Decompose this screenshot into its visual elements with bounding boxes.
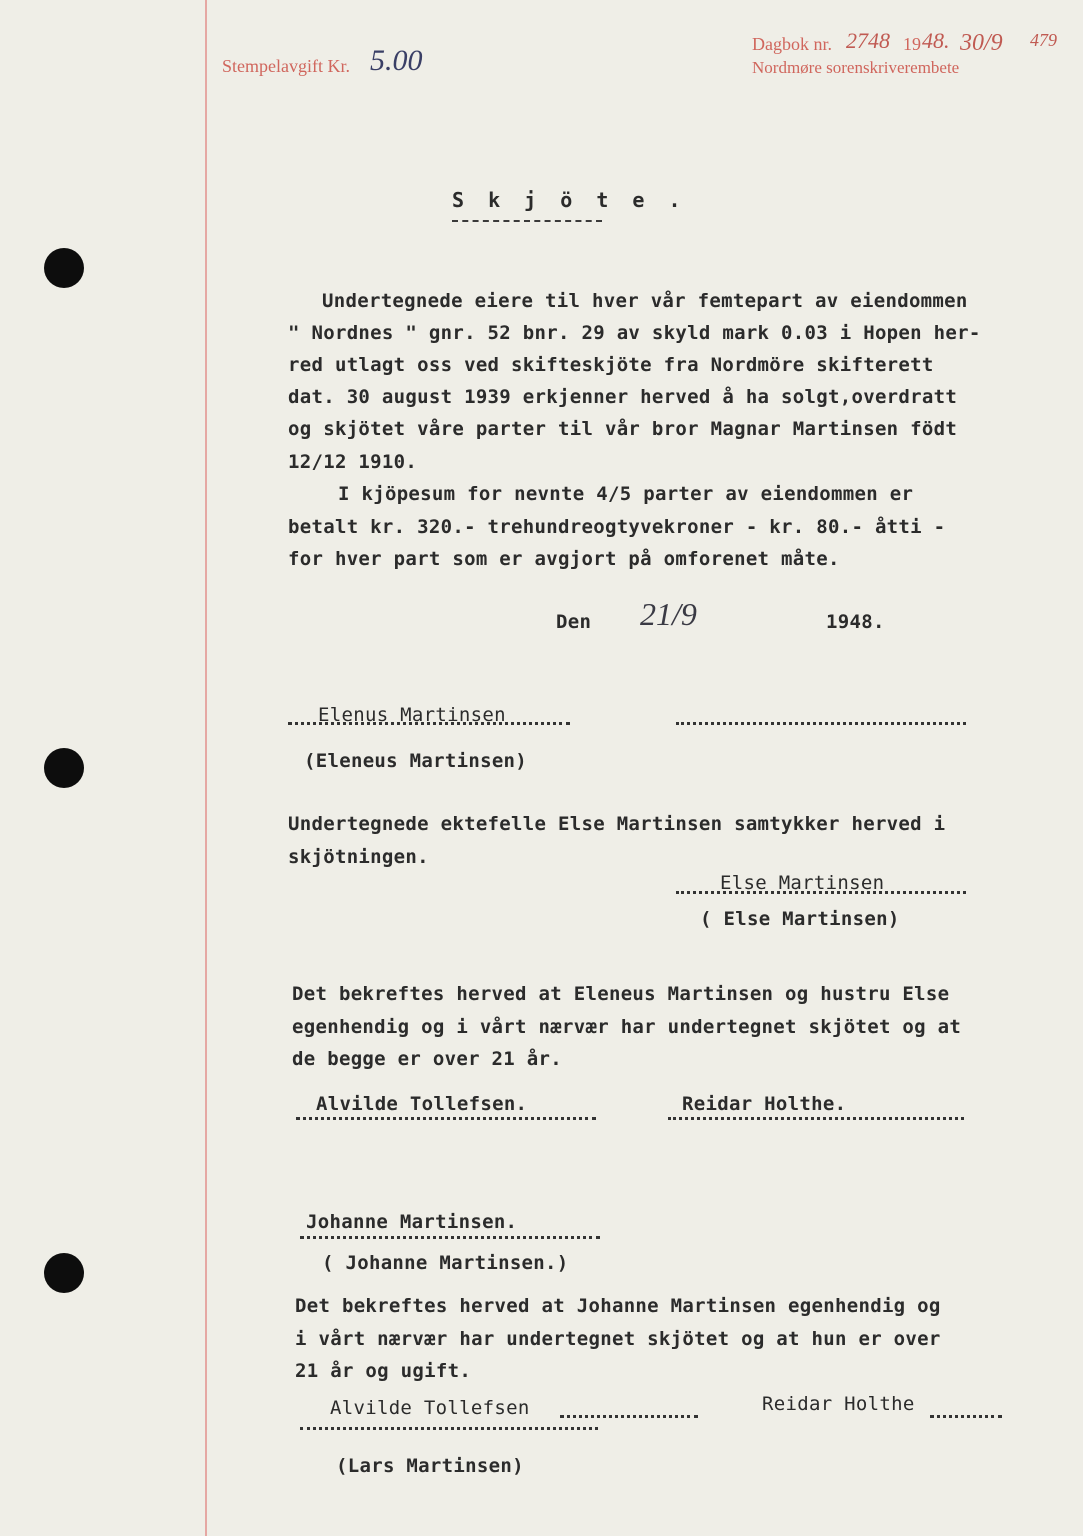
witness-reidar: Reidar Holthe.	[682, 1093, 847, 1115]
typed-name-johanne: ( Johanne Martinsen.)	[322, 1252, 569, 1274]
office-name: Nordmøre sorenskriverembete	[752, 58, 960, 77]
body-line: dat. 30 august 1939 erkjenner herved å ha solgt,overdratt	[288, 386, 958, 408]
signature-else: Else Martinsen	[720, 872, 885, 894]
body-line: egenhendig og i vårt nærvær har undertegnet skjötet og at	[292, 1016, 962, 1038]
signature-line	[560, 1415, 698, 1418]
signature-johanne: Johanne Martinsen.	[306, 1211, 518, 1233]
body-line: 12/12 1910.	[288, 451, 418, 473]
body-line: for hver part som er avgjort på omforenet måte.	[288, 548, 840, 570]
date-handwritten: 21/9	[640, 596, 697, 632]
stamp-fee-value: 5.00	[370, 44, 423, 77]
body-line: " Nordnes " gnr. 52 bnr. 29 av skyld mark 0.03 i Hopen her-	[288, 322, 981, 344]
witness-alvilde-2: Alvilde Tollefsen	[330, 1397, 530, 1419]
signature-eleneus: Elenus Martinsen	[318, 704, 506, 726]
body-line: i vårt nærvær har undertegnet skjötet og at hun er over	[295, 1328, 941, 1350]
body-line: Det bekreftes herved at Eleneus Martinsen og hustru Else	[292, 983, 950, 1005]
typed-name-eleneus: (Eleneus Martinsen)	[304, 750, 528, 772]
signature-line	[676, 722, 966, 725]
body-line: Undertegnede ektefelle Else Martinsen samtykker herved i	[288, 813, 946, 835]
dagbok-number: 2748	[846, 28, 890, 53]
page-number: 479	[1030, 30, 1057, 50]
signature-line	[300, 1427, 598, 1430]
stamp-fee-label: Stempelavgift Kr.	[222, 56, 350, 76]
body-line: betalt kr. 320.- trehundreogtyvekroner - kr. 80.- åtti -	[288, 516, 946, 538]
margin-line	[205, 0, 207, 1536]
body-line: de begge er over 21 år.	[292, 1048, 562, 1070]
punch-hole	[44, 1253, 84, 1293]
punch-hole	[44, 248, 84, 288]
signature-line	[668, 1117, 964, 1120]
witness-alvilde: Alvilde Tollefsen.	[316, 1093, 528, 1115]
date-prefix: Den	[556, 611, 592, 633]
body-line: og skjötet våre parter til vår bror Magnar Martinsen födt	[288, 418, 958, 440]
signature-line	[296, 1117, 596, 1120]
witness-reidar-2: Reidar Holthe	[762, 1393, 915, 1415]
typed-name-else: ( Else Martinsen)	[700, 908, 900, 930]
date-year: 1948.	[826, 611, 885, 633]
signature-line	[930, 1415, 1002, 1418]
typed-name-lars: (Lars Martinsen)	[336, 1455, 524, 1477]
punch-hole	[44, 748, 84, 788]
dagbok-year: 48.	[922, 28, 950, 53]
body-line: Undertegnede eiere til hver vår femtepart av eiendommen	[322, 290, 968, 312]
title-underline	[452, 220, 602, 222]
dagbok-date: 30/9	[960, 30, 1003, 56]
body-line: red utlagt oss ved skifteskjöte fra Nordmöre skifterett	[288, 354, 934, 376]
dagbok-label: Dagbok nr.	[752, 34, 832, 54]
body-line: skjötningen.	[288, 846, 429, 868]
dagbok-year-prefix: 19	[903, 34, 921, 54]
body-line: 21 år og ugift.	[295, 1360, 472, 1382]
body-line: I kjöpesum for nevnte 4/5 parter av eiendommen er	[338, 483, 914, 505]
signature-line	[300, 1236, 600, 1239]
body-line: Det bekreftes herved at Johanne Martinsen egenhendig og	[295, 1295, 941, 1317]
document-title: S k j ö t e .	[452, 188, 687, 212]
